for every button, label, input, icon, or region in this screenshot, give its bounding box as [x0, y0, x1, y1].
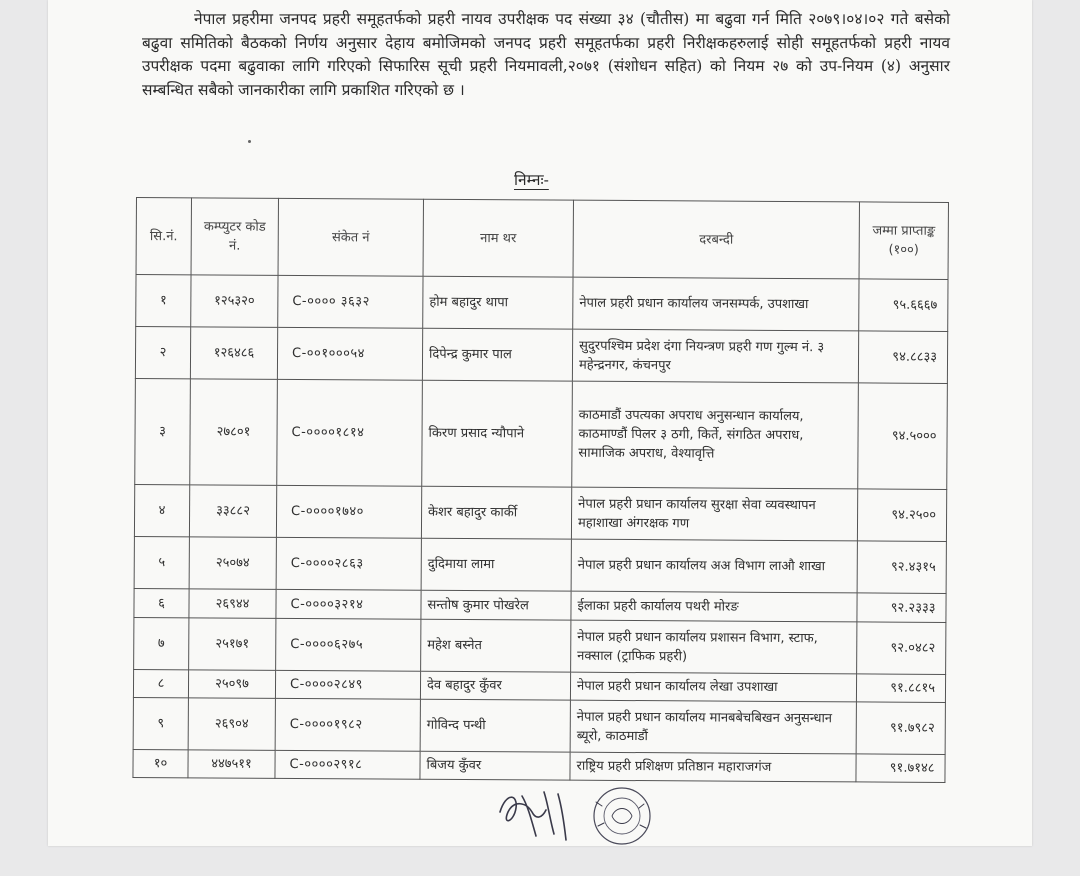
cell-sn: ४ [134, 484, 189, 536]
table-row [134, 484, 946, 541]
cell-symbol-number: C-००००१७४० [276, 485, 421, 538]
cell-symbol-number: C-००००६२७५ [276, 618, 421, 671]
cell-score: ९१.७९८२ [856, 702, 945, 755]
header-posting: दरबन्दी [573, 200, 859, 279]
cell-computer-code: २७८०१ [190, 379, 278, 486]
table-row [133, 749, 945, 782]
header-total-score: जम्मा प्राप्ताङ्क (१००) [859, 202, 948, 280]
cell-computer-code: २६९०४ [188, 698, 275, 751]
cell-name: सन्तोष कुमार पोखरेल [421, 590, 571, 620]
cell-name: दिपेन्द्र कुमार पाल [422, 328, 572, 381]
signature-stroke [544, 792, 554, 834]
cell-score: ९१.८८१५ [856, 674, 945, 703]
cell-score: ९२.४३१५ [857, 541, 946, 594]
cell-sn: १ [136, 275, 191, 327]
header-computer-code: कम्प्युटर कोड नं. [191, 198, 278, 276]
notice-paragraph [142, 8, 950, 102]
cell-score: ९२.०४८२ [857, 622, 946, 675]
cell-computer-code: २५१७१ [189, 618, 276, 671]
cell-sn: ८ [133, 669, 188, 697]
cell-computer-code: ३३८८२ [189, 485, 276, 538]
cell-sn: २ [135, 327, 190, 379]
cell-symbol-number: C-००००३२१४ [276, 589, 421, 619]
cell-posting: नेपाल प्रहरी प्रधान कार्यालय मानबबेचबिखन अनुसन्धान ब्यूरो, काठमाडौं [570, 700, 856, 754]
cell-name: होम बहादुर थापा [423, 276, 573, 329]
cell-sn: ३ [135, 378, 191, 484]
header-name: नाम थर [423, 199, 573, 277]
cell-sn: ६ [134, 588, 189, 617]
header-symbol-number: संकेत नं [278, 198, 423, 276]
notice-text: नेपाल प्रहरीमा जनपद प्रहरी समूहतर्फको प्रहरी नायव उपरीक्षक पद संख्या ३४ (चौतीस) मा बढुवा गर्न मिति २०७९।०४।०२ गते बसेको बढुवा समितिको बैठकको निर्णय अनुसार देहाय बमोजिमको जनपद प्रहरी समूहतर्फका प्रहरी निरीक्षकहरुलाई सोही समूहतर्फको प्रहरी नायव उपरीक्षक पदमा बढुवाका लागि गरिएको सिफारिस सूची प्रहरी नियमावली,२०७१ (संशोधन सहित) को नियम २७ को उप-नियम (४) अनुसार सम्बन्धित सबैको जानकारीका लागि प्रकाशित गरिएको छ । [142, 10, 950, 99]
cell-computer-code: १२५३२० [191, 275, 278, 328]
cell-posting: काठमाडौं उपत्यका अपराध अनुसन्धान कार्यालय, काठमाण्डौं पिलर ३ ठगी, किर्ते, संगठित अपराध, सामाजिक अपराध, वेश्यावृत्ति [572, 381, 859, 489]
cell-posting: सुदुरपश्चिम प्रदेश दंगा नियन्त्रण प्रहरी गण गुल्म नं. ३ महेन्द्रनगर, कंचनपुर [572, 329, 858, 383]
cell-computer-code: ४४७५११ [188, 750, 275, 779]
list-heading-text: निम्नः- [514, 171, 549, 189]
cell-symbol-number: C-००००१९८२ [275, 698, 420, 751]
cell-symbol-number: C-००००२८४९ [275, 670, 420, 699]
table-row [135, 378, 948, 489]
table-row [135, 327, 947, 384]
office-seal-inner [604, 798, 640, 834]
cell-posting: नेपाल प्रहरी प्रधान कार्यालय प्रशासन विभाग, स्टाफ, नक्साल (ट्राफिक प्रहरी) [571, 620, 857, 674]
cell-symbol-number: C-००१०००५४ [277, 327, 422, 380]
cell-posting: नेपाल प्रहरी प्रधान कार्यालय लेखा उपशाखा [570, 672, 856, 702]
table-row [136, 275, 948, 332]
cell-name: महेश बस्नेत [421, 619, 571, 672]
cell-sn: ५ [134, 536, 189, 588]
signature-stamp [492, 782, 672, 848]
recommendation-table [132, 197, 949, 783]
seal-emblem [612, 809, 632, 824]
cell-symbol-number: C-००००२९१८ [275, 750, 420, 779]
cell-score: ९१.७१४८ [856, 754, 945, 783]
cell-computer-code: २५०७४ [189, 537, 276, 590]
cell-posting: राष्ट्रिय प्रहरी प्रशिक्षण प्रतिष्ठान महाराजगंज [570, 752, 856, 782]
cell-name: किरण प्रसाद न्यौपाने [422, 380, 573, 487]
cell-name: देव बहादुर कुँवर [420, 671, 570, 700]
cell-score: ९४.५००० [858, 383, 948, 490]
signature-stroke [558, 794, 566, 840]
ink-dot [248, 140, 251, 143]
cell-score: ९४.२५०० [857, 489, 946, 542]
cell-symbol-number: C-००००१८१४ [277, 379, 423, 486]
cell-posting: ईलाका प्रहरी कार्यालय पथरी मोरङ [571, 591, 857, 622]
cell-computer-code: २५०९७ [188, 670, 275, 699]
table-header-row [136, 198, 948, 280]
cell-name: केशर बहादुर कार्की [421, 486, 571, 539]
table-row [134, 617, 946, 674]
cell-name: बिजय कुँवर [420, 751, 570, 780]
table-row [133, 697, 945, 754]
cell-name: दुदिमाया लामा [421, 538, 571, 591]
list-heading [514, 168, 549, 190]
table-body [133, 275, 948, 783]
cell-score: ९२.२३३३ [857, 593, 946, 623]
cell-computer-code: १२६४८६ [190, 327, 277, 380]
cell-sn: ९ [133, 697, 188, 749]
cell-sn: १० [133, 749, 188, 777]
cell-computer-code: २६९४४ [189, 589, 276, 619]
signature-stroke [500, 797, 546, 820]
office-seal [594, 788, 650, 844]
cell-symbol-number: C-०००० ३६३२ [278, 275, 423, 328]
cell-score: ९५.६६६७ [859, 279, 948, 332]
cell-posting: नेपाल प्रहरी प्रधान कार्यालय जनसम्पर्क, उपशाखा [573, 277, 859, 331]
cell-posting: नेपाल प्रहरी प्रधान कार्यालय सुरक्षा सेवा व्यवस्थापन महाशाखा अंगरक्षक गण [571, 487, 857, 541]
table-row [134, 536, 946, 593]
header-sn: सि.नं. [136, 198, 191, 275]
cell-score: ९४.८८३३ [858, 331, 947, 384]
cell-sn: ७ [134, 617, 189, 669]
cell-posting: नेपाल प्रहरी प्रधान कार्यालय अअ विभाग लाऔ शाखा [571, 539, 857, 593]
cell-name: गोविन्द पन्थी [420, 699, 570, 752]
cell-symbol-number: C-००००२८६३ [276, 537, 421, 590]
